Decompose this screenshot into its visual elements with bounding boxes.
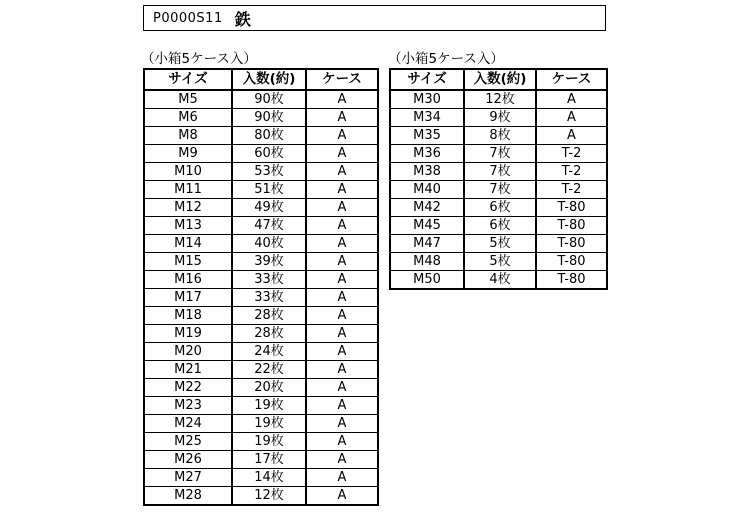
size-cell: M6 bbox=[144, 109, 232, 127]
table-row bbox=[144, 271, 378, 289]
table-row bbox=[144, 397, 378, 415]
case-cell: A bbox=[306, 181, 378, 199]
case-cell: T-2 bbox=[536, 163, 607, 181]
size-cell: M8 bbox=[144, 127, 232, 145]
size-cell: M38 bbox=[390, 163, 464, 181]
case-cell: A bbox=[306, 451, 378, 469]
product-code: P0000S11 bbox=[153, 10, 223, 26]
quantity-cell: 60枚 bbox=[232, 145, 306, 163]
table-row bbox=[144, 199, 378, 217]
quantity-cell: 14枚 bbox=[232, 469, 306, 487]
quantity-cell: 28枚 bbox=[232, 307, 306, 325]
quantity-cell: 19枚 bbox=[232, 433, 306, 451]
right-size-table bbox=[389, 68, 608, 290]
case-cell: A bbox=[306, 325, 378, 343]
table-row bbox=[144, 361, 378, 379]
case-cell: A bbox=[306, 127, 378, 145]
case-cell: A bbox=[306, 163, 378, 181]
table-row bbox=[144, 109, 378, 127]
size-cell: M36 bbox=[390, 145, 464, 163]
case-cell: T-2 bbox=[536, 181, 607, 199]
table-header-row bbox=[144, 69, 378, 90]
size-cell: M20 bbox=[144, 343, 232, 361]
table-row bbox=[390, 145, 607, 163]
size-cell: M34 bbox=[390, 109, 464, 127]
size-cell: M45 bbox=[390, 217, 464, 235]
quantity-cell: 5枚 bbox=[464, 235, 536, 253]
case-cell: A bbox=[306, 361, 378, 379]
table-row bbox=[390, 199, 607, 217]
size-cell: M26 bbox=[144, 451, 232, 469]
case-cell: A bbox=[306, 433, 378, 451]
size-cell: M24 bbox=[144, 415, 232, 433]
table-row bbox=[144, 415, 378, 433]
size-cell: M35 bbox=[390, 127, 464, 145]
table-row bbox=[144, 181, 378, 199]
case-cell: A bbox=[306, 235, 378, 253]
quantity-cell: 12枚 bbox=[464, 90, 536, 109]
title-box bbox=[143, 5, 606, 31]
size-cell: M42 bbox=[390, 199, 464, 217]
table-row bbox=[144, 451, 378, 469]
size-cell: M10 bbox=[144, 163, 232, 181]
size-cell: M30 bbox=[390, 90, 464, 109]
quantity-cell: 90枚 bbox=[232, 90, 306, 109]
quantity-cell: 20枚 bbox=[232, 379, 306, 397]
quantity-cell: 40枚 bbox=[232, 235, 306, 253]
table-row bbox=[144, 433, 378, 451]
size-cell: M19 bbox=[144, 325, 232, 343]
quantity-cell: 24枚 bbox=[232, 343, 306, 361]
right-table-caption: （小箱5ケース入） bbox=[388, 51, 504, 67]
table-row bbox=[144, 90, 378, 109]
case-cell: T-80 bbox=[536, 253, 607, 271]
size-cell: M27 bbox=[144, 469, 232, 487]
case-cell: A bbox=[306, 217, 378, 235]
quantity-cell: 6枚 bbox=[464, 217, 536, 235]
size-cell: M15 bbox=[144, 253, 232, 271]
table-row bbox=[390, 271, 607, 290]
table-row bbox=[144, 307, 378, 325]
case-cell: A bbox=[306, 397, 378, 415]
case-cell: A bbox=[306, 379, 378, 397]
table-row bbox=[390, 127, 607, 145]
quantity-cell: 7枚 bbox=[464, 163, 536, 181]
size-cell: M14 bbox=[144, 235, 232, 253]
quantity-cell: 7枚 bbox=[464, 145, 536, 163]
case-cell: T-80 bbox=[536, 271, 607, 290]
table-row bbox=[144, 145, 378, 163]
size-cell: M9 bbox=[144, 145, 232, 163]
case-cell: A bbox=[536, 109, 607, 127]
size-cell: M28 bbox=[144, 487, 232, 506]
table-row bbox=[390, 235, 607, 253]
case-cell: A bbox=[306, 199, 378, 217]
size-cell: M17 bbox=[144, 289, 232, 307]
case-cell: T-2 bbox=[536, 145, 607, 163]
quantity-cell: 17枚 bbox=[232, 451, 306, 469]
quantity-cell: 28枚 bbox=[232, 325, 306, 343]
table-row bbox=[390, 253, 607, 271]
table-row bbox=[144, 163, 378, 181]
size-cell: M25 bbox=[144, 433, 232, 451]
case-cell: A bbox=[536, 90, 607, 109]
column-header-quantity: 入数(約) bbox=[464, 69, 536, 90]
column-header-case: ケース bbox=[306, 69, 378, 90]
quantity-cell: 80枚 bbox=[232, 127, 306, 145]
column-header-case: ケース bbox=[536, 69, 607, 90]
quantity-cell: 47枚 bbox=[232, 217, 306, 235]
quantity-cell: 5枚 bbox=[464, 253, 536, 271]
case-cell: A bbox=[306, 487, 378, 506]
quantity-cell: 12枚 bbox=[232, 487, 306, 506]
case-cell: A bbox=[306, 415, 378, 433]
size-cell: M47 bbox=[390, 235, 464, 253]
quantity-cell: 19枚 bbox=[232, 415, 306, 433]
table-row bbox=[390, 109, 607, 127]
left-size-table bbox=[143, 68, 379, 506]
table-row bbox=[144, 127, 378, 145]
quantity-cell: 7枚 bbox=[464, 181, 536, 199]
quantity-cell: 53枚 bbox=[232, 163, 306, 181]
table-row bbox=[390, 90, 607, 109]
case-cell: T-80 bbox=[536, 199, 607, 217]
column-header-quantity: 入数(約) bbox=[232, 69, 306, 90]
table-row bbox=[144, 217, 378, 235]
case-cell: T-80 bbox=[536, 235, 607, 253]
case-cell: A bbox=[306, 469, 378, 487]
size-cell: M22 bbox=[144, 379, 232, 397]
table-row bbox=[144, 343, 378, 361]
case-cell: A bbox=[306, 289, 378, 307]
size-cell: M12 bbox=[144, 199, 232, 217]
size-cell: M23 bbox=[144, 397, 232, 415]
quantity-cell: 6枚 bbox=[464, 199, 536, 217]
size-cell: M40 bbox=[390, 181, 464, 199]
size-cell: M50 bbox=[390, 271, 464, 290]
table-row bbox=[144, 235, 378, 253]
quantity-cell: 8枚 bbox=[464, 127, 536, 145]
table-row bbox=[144, 487, 378, 506]
table-row bbox=[144, 469, 378, 487]
quantity-cell: 51枚 bbox=[232, 181, 306, 199]
size-cell: M48 bbox=[390, 253, 464, 271]
table-header-row bbox=[390, 69, 607, 90]
case-cell: A bbox=[536, 127, 607, 145]
column-header-size: サイズ bbox=[144, 69, 232, 90]
table-row bbox=[144, 325, 378, 343]
quantity-cell: 90枚 bbox=[232, 109, 306, 127]
table-row bbox=[390, 163, 607, 181]
size-cell: M16 bbox=[144, 271, 232, 289]
table-row bbox=[144, 253, 378, 271]
column-header-size: サイズ bbox=[390, 69, 464, 90]
case-cell: A bbox=[306, 343, 378, 361]
table-row bbox=[390, 217, 607, 235]
size-cell: M21 bbox=[144, 361, 232, 379]
quantity-cell: 33枚 bbox=[232, 271, 306, 289]
quantity-cell: 19枚 bbox=[232, 397, 306, 415]
table-row bbox=[144, 379, 378, 397]
table-row bbox=[390, 181, 607, 199]
case-cell: A bbox=[306, 109, 378, 127]
case-cell: A bbox=[306, 307, 378, 325]
material-label: 鉄 bbox=[234, 9, 251, 29]
quantity-cell: 22枚 bbox=[232, 361, 306, 379]
case-cell: A bbox=[306, 145, 378, 163]
left-table-caption: （小箱5ケース入） bbox=[141, 51, 257, 67]
quantity-cell: 9枚 bbox=[464, 109, 536, 127]
quantity-cell: 4枚 bbox=[464, 271, 536, 290]
quantity-cell: 49枚 bbox=[232, 199, 306, 217]
quantity-cell: 33枚 bbox=[232, 289, 306, 307]
quantity-cell: 39枚 bbox=[232, 253, 306, 271]
case-cell: A bbox=[306, 90, 378, 109]
size-cell: M5 bbox=[144, 90, 232, 109]
size-cell: M18 bbox=[144, 307, 232, 325]
size-cell: M11 bbox=[144, 181, 232, 199]
table-row bbox=[144, 289, 378, 307]
case-cell: A bbox=[306, 271, 378, 289]
size-cell: M13 bbox=[144, 217, 232, 235]
case-cell: T-80 bbox=[536, 217, 607, 235]
case-cell: A bbox=[306, 253, 378, 271]
